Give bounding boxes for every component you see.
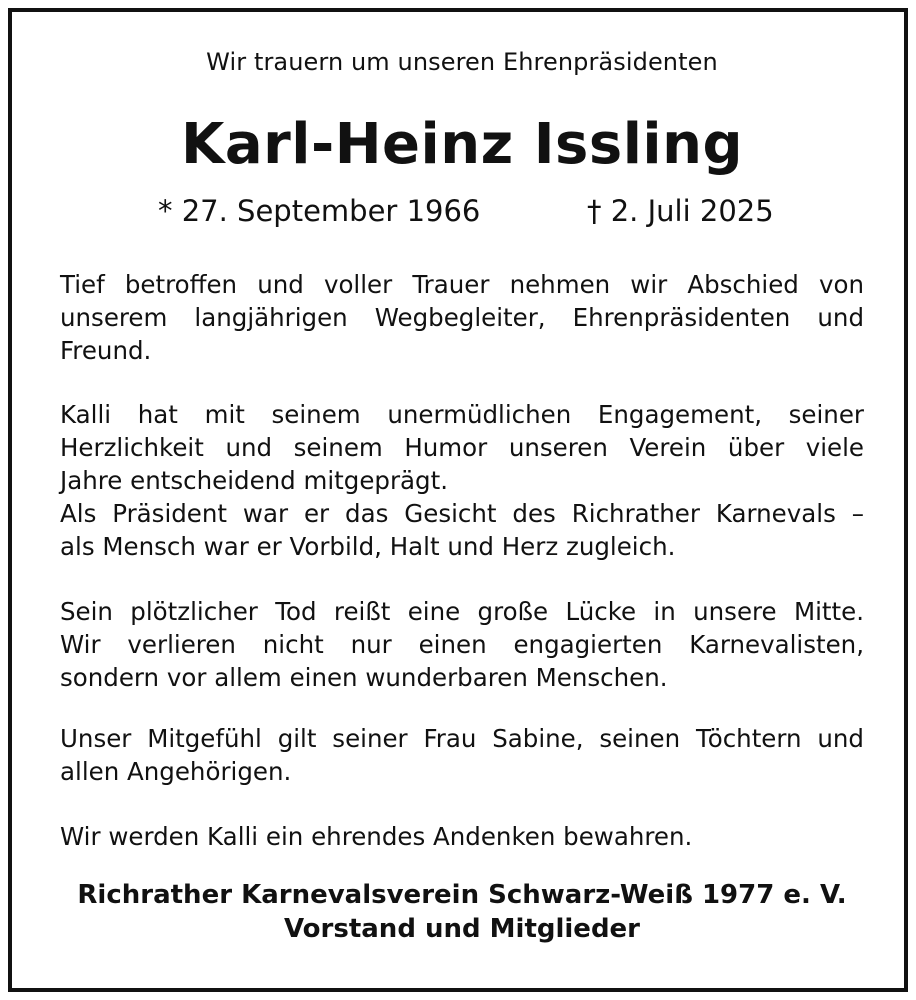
birth-date: * 27. September 1966 [158, 194, 481, 228]
text-line: sondern vor allem einen wunderbaren Menschen. [60, 663, 668, 692]
paragraph-condolence [60, 722, 864, 788]
text-line: Sein plötzlicher Tod reißt eine große Lücke in unsere Mitte. [60, 597, 864, 626]
text-line: Jahre entscheidend mitgeprägt. [60, 466, 448, 495]
text-line: Freund. [60, 336, 152, 365]
intro-line: Wir trauern um unseren Ehrenpräsidenten [206, 48, 718, 76]
death-date: † 2. Juli 2025 [587, 194, 774, 228]
club-subtitle: Vorstand und Mitglieder [283, 914, 641, 944]
text-line: als Mensch war er Vorbild, Halt und Herz zugleich. [60, 532, 676, 561]
paragraph-loss [60, 595, 864, 694]
text-line: Unser Mitgefühl gilt seiner Frau Sabine, seinen Töchtern und [60, 724, 864, 753]
text-line: unserem langjährigen Wegbegleiter, Ehrenpräsidenten und [60, 303, 864, 332]
paragraph-remembrance [60, 820, 864, 853]
text-line: Kalli hat mit seinem unermüdlichen Engagement, seiner [60, 400, 864, 429]
text-line: Tief betroffen und voller Trauer nehmen wir Abschied von [60, 270, 864, 299]
text-line: Wir verlieren nicht nur einen engagierten Karnevalisten, [60, 630, 864, 659]
club-name: Richrather Karnevalsverein Schwarz-Weiß 1977 e. V. [77, 880, 847, 910]
paragraph-farewell [60, 268, 864, 367]
paragraph-tribute [60, 398, 864, 563]
notice-frame [8, 8, 908, 992]
text-line: Herzlichkeit und seinem Humor unseren Verein über viele [60, 433, 864, 462]
text-line: Als Präsident war er das Gesicht des Richrather Karnevals – [60, 499, 864, 528]
club-signature [60, 878, 864, 946]
text-line: Wir werden Kalli ein ehrendes Andenken bewahren. [60, 822, 693, 851]
notice-content [60, 12, 864, 988]
deceased-name: Karl-Heinz Issling [180, 112, 744, 177]
text-line: allen Angehörigen. [60, 757, 292, 786]
